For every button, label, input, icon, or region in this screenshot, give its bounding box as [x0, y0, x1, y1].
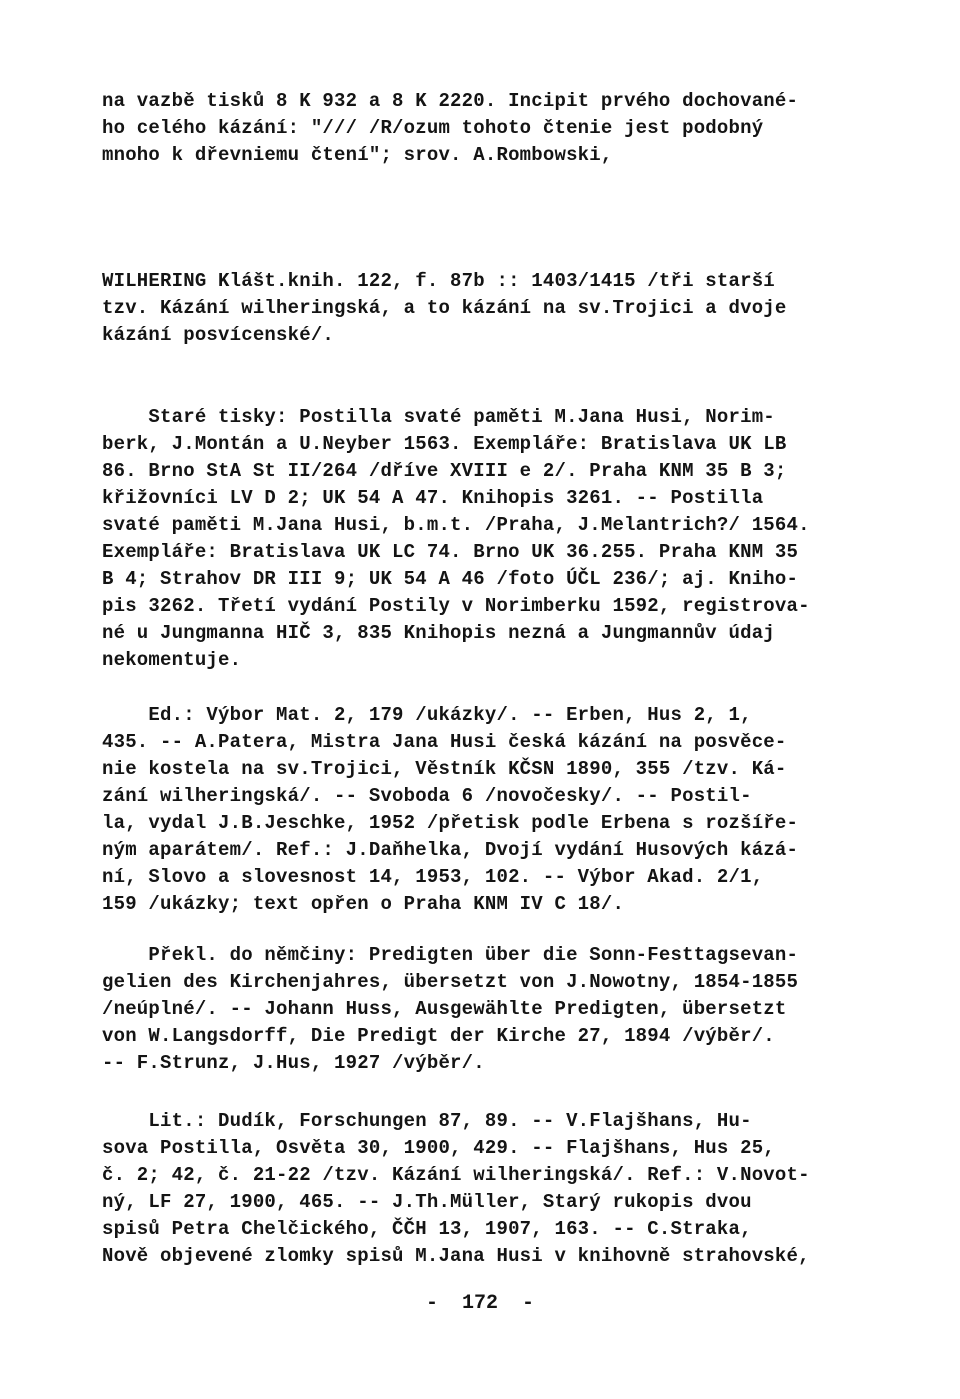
text-line: -- F.Strunz, J.Hus, 1927 /výběr/.: [102, 1052, 485, 1074]
paragraph-translations: [102, 942, 872, 1077]
text-line: la, vydal J.B.Jeschke, 1952 /přetisk podle Erbena s rozšíře-: [102, 812, 799, 834]
text-line: Staré tisky: Postilla svaté paměti M.Jana Husi, Norim-: [102, 406, 775, 428]
page-number: - 172 -: [425, 1292, 535, 1315]
text-line: 435. -- A.Patera, Mistra Jana Husi česká kázání na posvěce-: [102, 731, 787, 753]
text-line: Ed.: Výbor Mat. 2, 179 /ukázky/. -- Erben, Hus 2, 1,: [102, 704, 752, 726]
text-line: zání wilheringská/. -- Svoboda 6 /novočesky/. -- Postil-: [102, 785, 752, 807]
text-line: na vazbě tisků 8 K 932 a 8 K 2220. Incipit prvého dochované-: [102, 90, 799, 112]
text-line: ným aparátem/. Ref.: J.Daňhelka, Dvojí vydání Husových kázá-: [102, 839, 799, 861]
text-line: Nově objevené zlomky spisů M.Jana Husi v knihovně strahovské,: [102, 1245, 810, 1267]
paragraph-binding-incipit: [102, 88, 872, 169]
text-line: sova Postilla, Osvěta 30, 1900, 429. -- Flajšhans, Hus 25,: [102, 1137, 775, 1159]
text-line: Exempláře: Bratislava UK LC 74. Brno UK 36.255. Praha KNM 35: [102, 541, 799, 563]
paragraph-old-prints: [102, 404, 872, 674]
text-line: B 4; Strahov DR III 9; UK 54 A 46 /foto ÚČL 236/; aj. Kniho-: [102, 568, 799, 590]
text-line: von W.Langsdorff, Die Predigt der Kirche 27, 1894 /výběr/.: [102, 1025, 775, 1047]
text-line: Lit.: Dudík, Forschungen 87, 89. -- V.Flajšhans, Hu-: [102, 1110, 752, 1132]
text-line: č. 2; 42, č. 21-22 /tzv. Kázání wilheringská/. Ref.: V.Novot-: [102, 1164, 810, 1186]
text-line: né u Jungmanna HIČ 3, 835 Knihopis nezná a Jungmannův údaj: [102, 622, 775, 644]
text-line: ný, LF 27, 1900, 465. -- J.Th.Müller, Starý rukopis dvou: [102, 1191, 752, 1213]
text-line: pis 3262. Třetí vydání Postily v Norimberku 1592, registrova-: [102, 595, 810, 617]
paragraph-literature: [102, 1108, 872, 1270]
text-line: 159 /ukázky; text opřen o Praha KNM IV C 18/.: [102, 893, 625, 915]
text-line: gelien des Kirchenjahres, übersetzt von J.Nowotny, 1854-1855: [102, 971, 799, 993]
text-line: tzv. Kázání wilheringská, a to kázání na sv.Trojici a dvoje: [102, 297, 787, 319]
text-line: 86. Brno StA St II/264 /dříve XVIII e 2/. Praha KNM 35 B 3;: [102, 460, 787, 482]
text-line: WILHERING Klášt.knih. 122, f. 87b :: 1403/1415 /tři starší: [102, 270, 775, 292]
text-line: /neúplné/. -- Johann Huss, Ausgewählte Predigten, übersetzt: [102, 998, 787, 1020]
text-line: spisů Petra Chelčického, ČČH 13, 1907, 163. -- C.Straka,: [102, 1218, 752, 1240]
text-line: ní, Slovo a slovesnost 14, 1953, 102. -- Výbor Akad. 2/1,: [102, 866, 764, 888]
text-line: Překl. do němčiny: Predigten über die Sonn-Festtagsevan-: [102, 944, 799, 966]
text-line: mnoho k dřevniemu čtení"; srov. A.Rombowski,: [102, 144, 613, 166]
text-line: nekomentuje.: [102, 649, 242, 671]
paragraph-editions: [102, 702, 872, 918]
paragraph-wilhering: [102, 268, 872, 349]
text-line: svaté paměti M.Jana Husi, b.m.t. /Praha, J.Melantrich?/ 1564.: [102, 514, 810, 536]
text-line: ho celého kázání: "/// /R/ozum tohoto čtenie jest podobný: [102, 117, 764, 139]
text-line: křižovníci LV D 2; UK 54 A 47. Knihopis 3261. -- Postilla: [102, 487, 764, 509]
text-line: kázání posvícenské/.: [102, 324, 335, 346]
text-line: nie kostela na sv.Trojici, Věstník KČSN 1890, 355 /tzv. Ká-: [102, 758, 787, 780]
text-line: berk, J.Montán a U.Neyber 1563. Exempláře: Bratislava UK LB: [102, 433, 787, 455]
